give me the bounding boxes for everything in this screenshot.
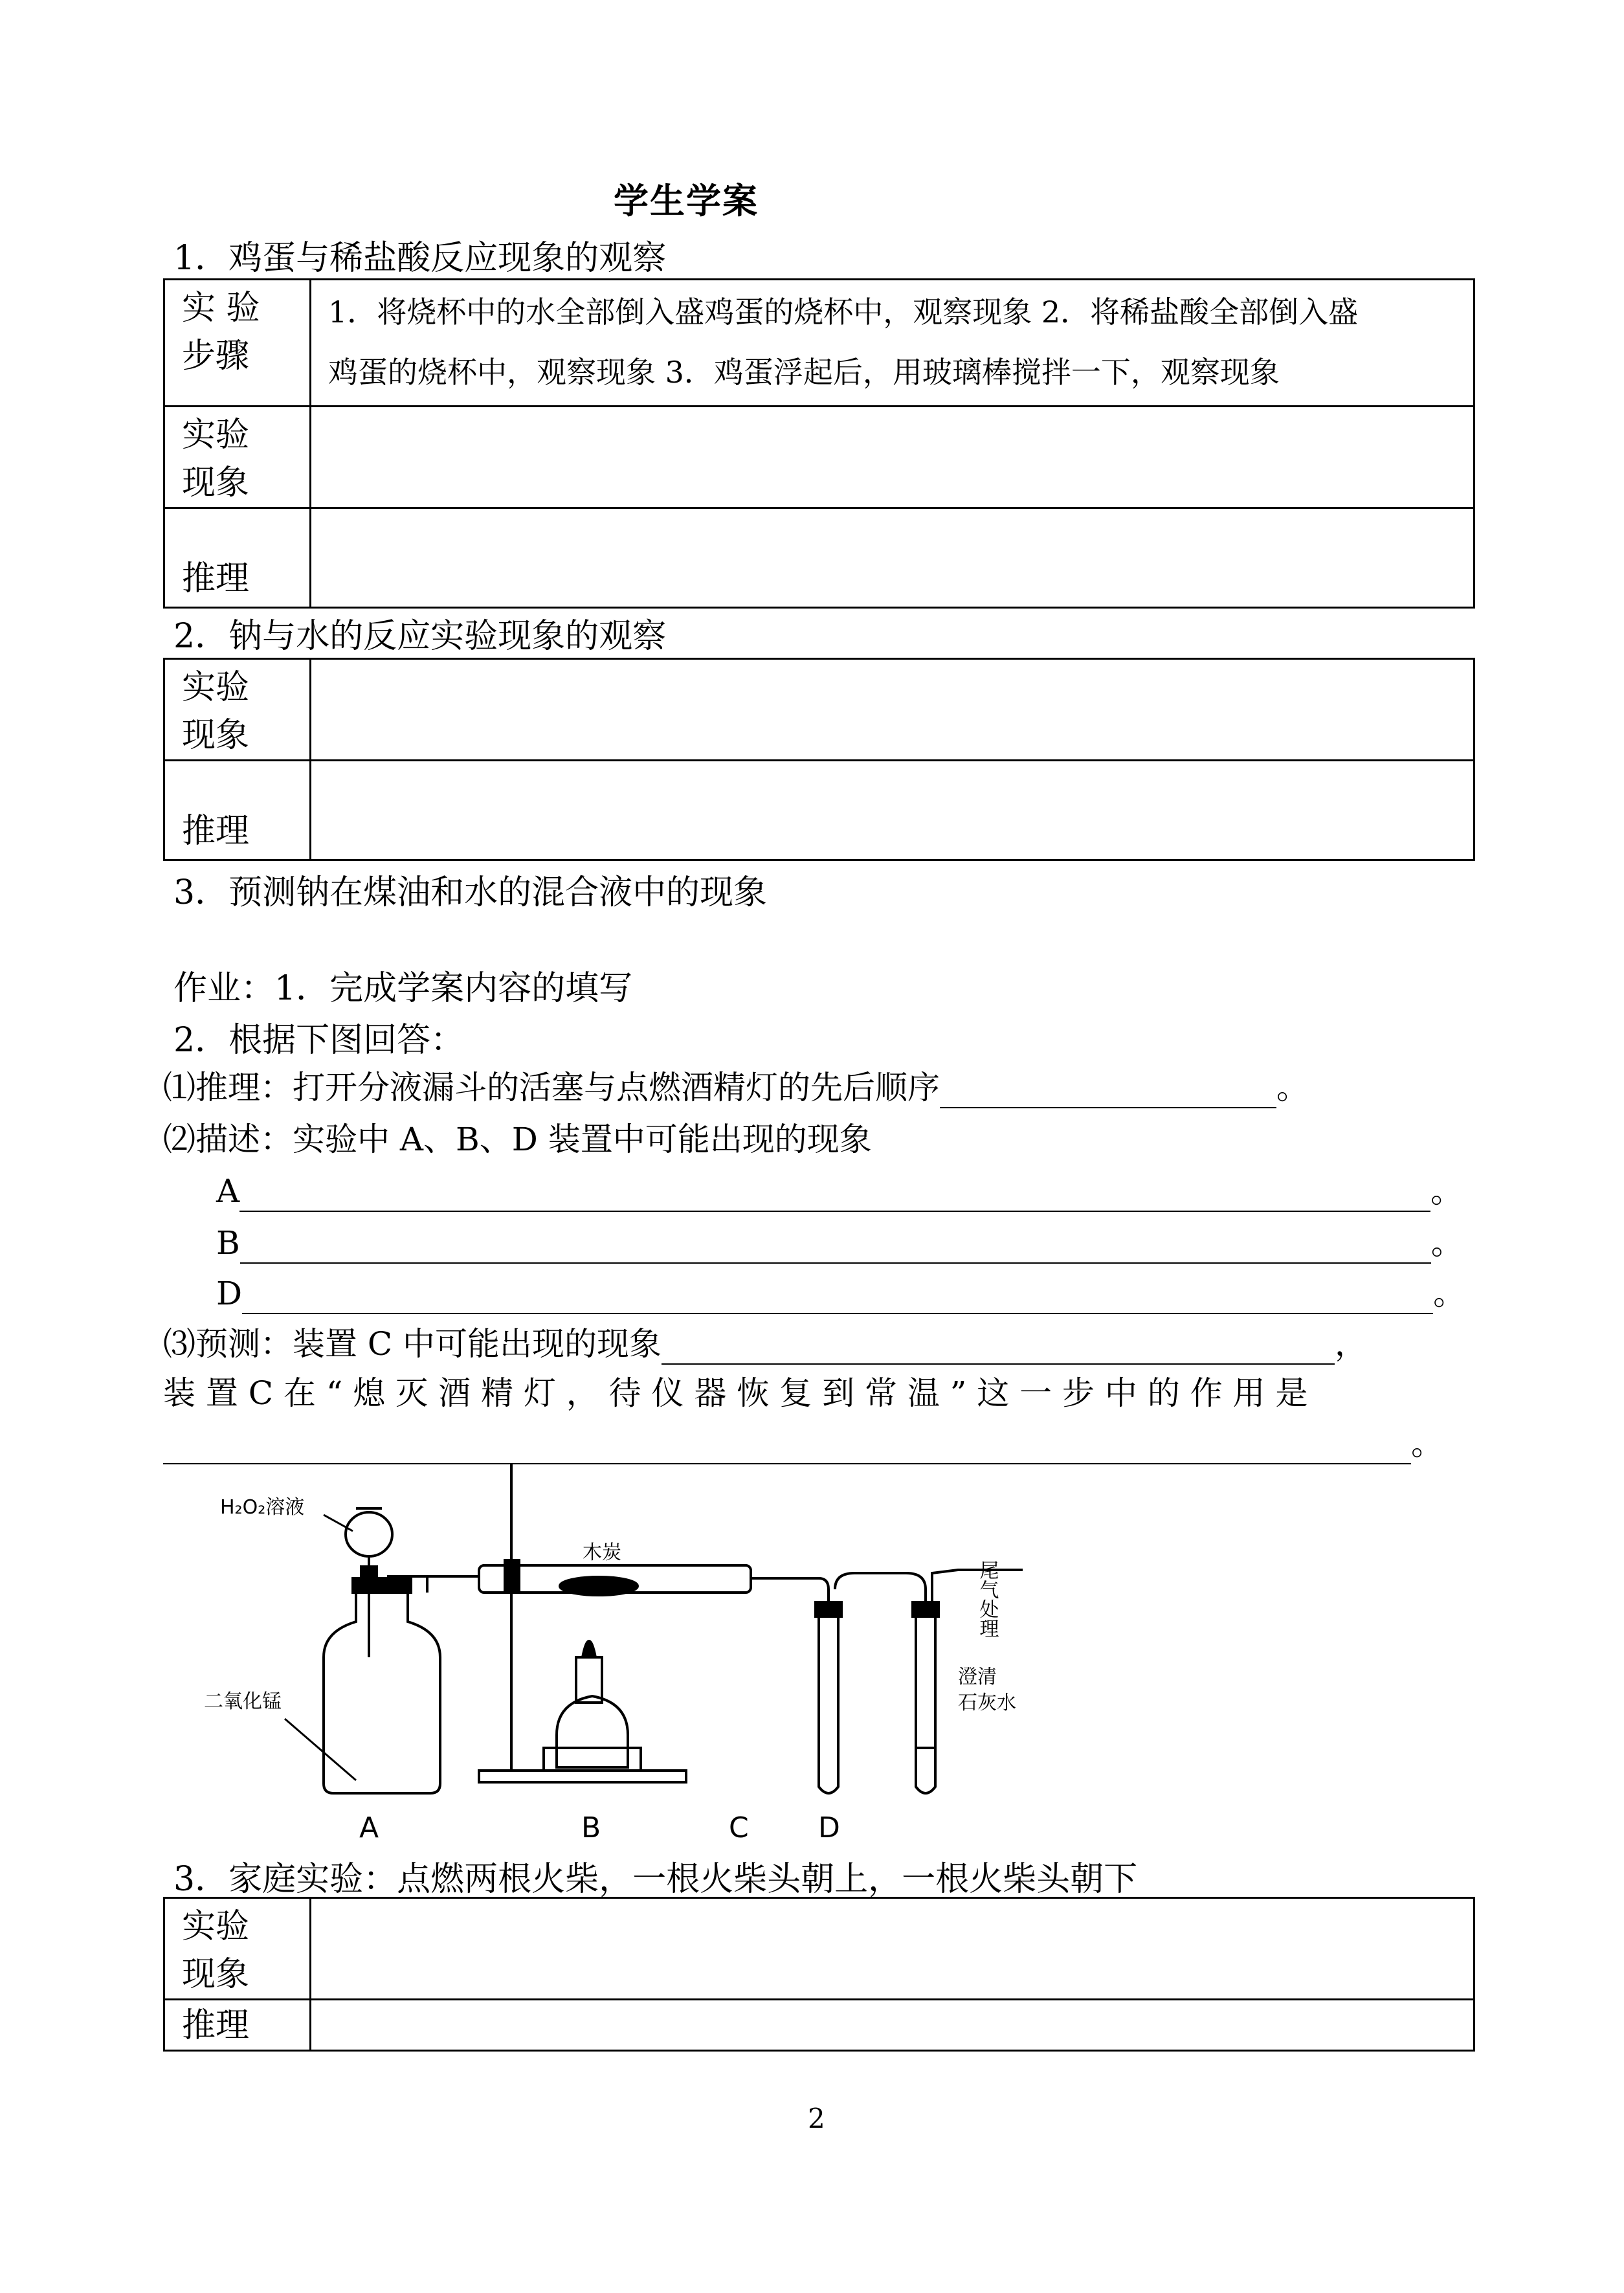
- match-phenomenon-label-1: 实验: [182, 1907, 250, 1946]
- answer-b-row: [216, 1217, 1463, 1264]
- answer-a-blank[interactable]: [239, 1174, 1430, 1212]
- home-experiment-heading: 3．家庭实验：点燃两根火柴，一根火柴头朝上，一根火柴头朝下: [173, 1860, 1138, 1899]
- match-reasoning-label-cell: [164, 2000, 311, 2051]
- limewater-label-1: 澄清: [958, 1666, 997, 1688]
- sodium-phenomenon-label-cell: [164, 659, 311, 761]
- answer-d-row: [216, 1268, 1465, 1314]
- steps-label-cell: [164, 280, 311, 407]
- sodium-phenomenon-label-2: 现象: [182, 716, 250, 755]
- phenomenon-label-2: 现象: [182, 464, 250, 502]
- alcohol-lamp-icon: [557, 1696, 628, 1767]
- match-reasoning-label: 推理: [182, 2006, 250, 2045]
- answer-b-label: B: [216, 1224, 240, 1262]
- match-reasoning-answer-cell[interactable]: [311, 2000, 1474, 2051]
- reasoning-answer-cell[interactable]: [311, 508, 1474, 608]
- match-phenomenon-label-cell: [164, 1898, 311, 2000]
- tail-gas-label: 尾气处理: [975, 1560, 999, 1638]
- h2o2-label: H₂O₂溶液: [220, 1496, 305, 1519]
- question-3-answer-blank[interactable]: [163, 1427, 1411, 1464]
- test-tube-d-icon: [916, 1616, 935, 1793]
- question-3-line-2: 装 置 C 在 “ 熄 灭 酒 精 灯 ， 待 仪 器 恢 复 到 常 温 ” 这 一 步 中 的 作 用 是: [163, 1374, 1308, 1412]
- charcoal-label: 木炭: [583, 1541, 621, 1564]
- label-d: D: [818, 1811, 840, 1844]
- separatory-funnel-icon: [346, 1512, 392, 1556]
- question-3-text: ⑶预测：装置 C 中可能出现的现象: [163, 1325, 662, 1363]
- phenomenon-label-1: 实验: [182, 416, 250, 454]
- steps-content-cell: [311, 280, 1474, 407]
- mno2-label: 二氧化锰: [204, 1690, 282, 1713]
- match-phenomenon-answer-cell[interactable]: [311, 1898, 1474, 2000]
- flask-a-icon: [324, 1589, 440, 1793]
- page-number: 2: [808, 2103, 825, 2134]
- section1-heading: 1．鸡蛋与稀盐酸反应现象的观察: [173, 239, 667, 278]
- sodium-phenomenon-label-1: 实验: [182, 668, 250, 707]
- answer-d-label: D: [216, 1275, 243, 1312]
- home-experiment-table: [163, 1897, 1475, 2052]
- steps-label-1: 实 验: [182, 289, 260, 328]
- sodium-reasoning-label: 推理: [182, 812, 250, 851]
- section2-table: [163, 658, 1475, 861]
- section1-table: [163, 278, 1475, 609]
- phenomenon-answer-cell[interactable]: [311, 407, 1474, 508]
- answer-a-row: [216, 1165, 1463, 1212]
- label-b: B: [581, 1811, 601, 1844]
- answer-d-blank[interactable]: [242, 1277, 1433, 1314]
- answer-b-period: 。: [1430, 1224, 1463, 1262]
- apparatus-figure: [194, 1463, 1036, 1851]
- label-a: A: [359, 1811, 379, 1844]
- steps-line-2: 鸡蛋的烧杯中，观察现象 3．鸡蛋浮起后，用玻璃棒搅拌一下，观察现象: [328, 355, 1280, 390]
- sodium-reasoning-label-cell: [164, 761, 311, 860]
- question-3: [163, 1318, 1367, 1365]
- charcoal-icon: [560, 1577, 638, 1595]
- question-1-text: ⑴推理：打开分液漏斗的活塞与点燃酒精灯的先后顺序: [163, 1069, 940, 1106]
- answer-a-label: A: [216, 1172, 240, 1210]
- homework-line-1: 作业：1．完成学案内容的填写: [173, 969, 633, 1008]
- sodium-reasoning-answer-cell[interactable]: [311, 761, 1474, 860]
- question-3-answer-row: [163, 1418, 1443, 1464]
- question-3-answer-period: 。: [1411, 1425, 1443, 1462]
- question-1-blank[interactable]: [940, 1071, 1276, 1108]
- question-1-period: 。: [1276, 1069, 1309, 1106]
- question-3-blank[interactable]: [662, 1327, 1335, 1365]
- match-phenomenon-label-2: 现象: [182, 1955, 250, 1994]
- section3-heading: 3．预测钠在煤油和水的混合液中的现象: [173, 873, 768, 912]
- question-1: [163, 1062, 1475, 1108]
- answer-a-period: 。: [1430, 1172, 1463, 1210]
- label-c: C: [729, 1811, 749, 1844]
- sodium-phenomenon-answer-cell[interactable]: [311, 659, 1474, 761]
- homework-line-2: 2．根据下图回答：: [173, 1021, 465, 1060]
- question-3-comma: ，: [1335, 1325, 1368, 1363]
- steps-line-1: 1．将烧杯中的水全部倒入盛鸡蛋的烧杯中，观察现象 2．将稀盐酸全部倒入盛: [328, 295, 1359, 330]
- reasoning-label: 推理: [182, 559, 250, 598]
- steps-label-2: 步骤: [182, 337, 250, 375]
- section2-heading: 2．钠与水的反应实验现象的观察: [173, 617, 667, 656]
- page-title: 学生学案: [614, 180, 759, 221]
- limewater-label-2: 石灰水: [958, 1692, 1016, 1714]
- reasoning-label-cell: [164, 508, 311, 608]
- question-2: ⑵描述：实验中 A、B、D 装置中可能出现的现象: [163, 1121, 872, 1158]
- answer-b-blank[interactable]: [240, 1226, 1431, 1264]
- answer-d-period: 。: [1433, 1275, 1466, 1312]
- test-tube-c-icon: [819, 1616, 838, 1793]
- phenomenon-label-cell: [164, 407, 311, 508]
